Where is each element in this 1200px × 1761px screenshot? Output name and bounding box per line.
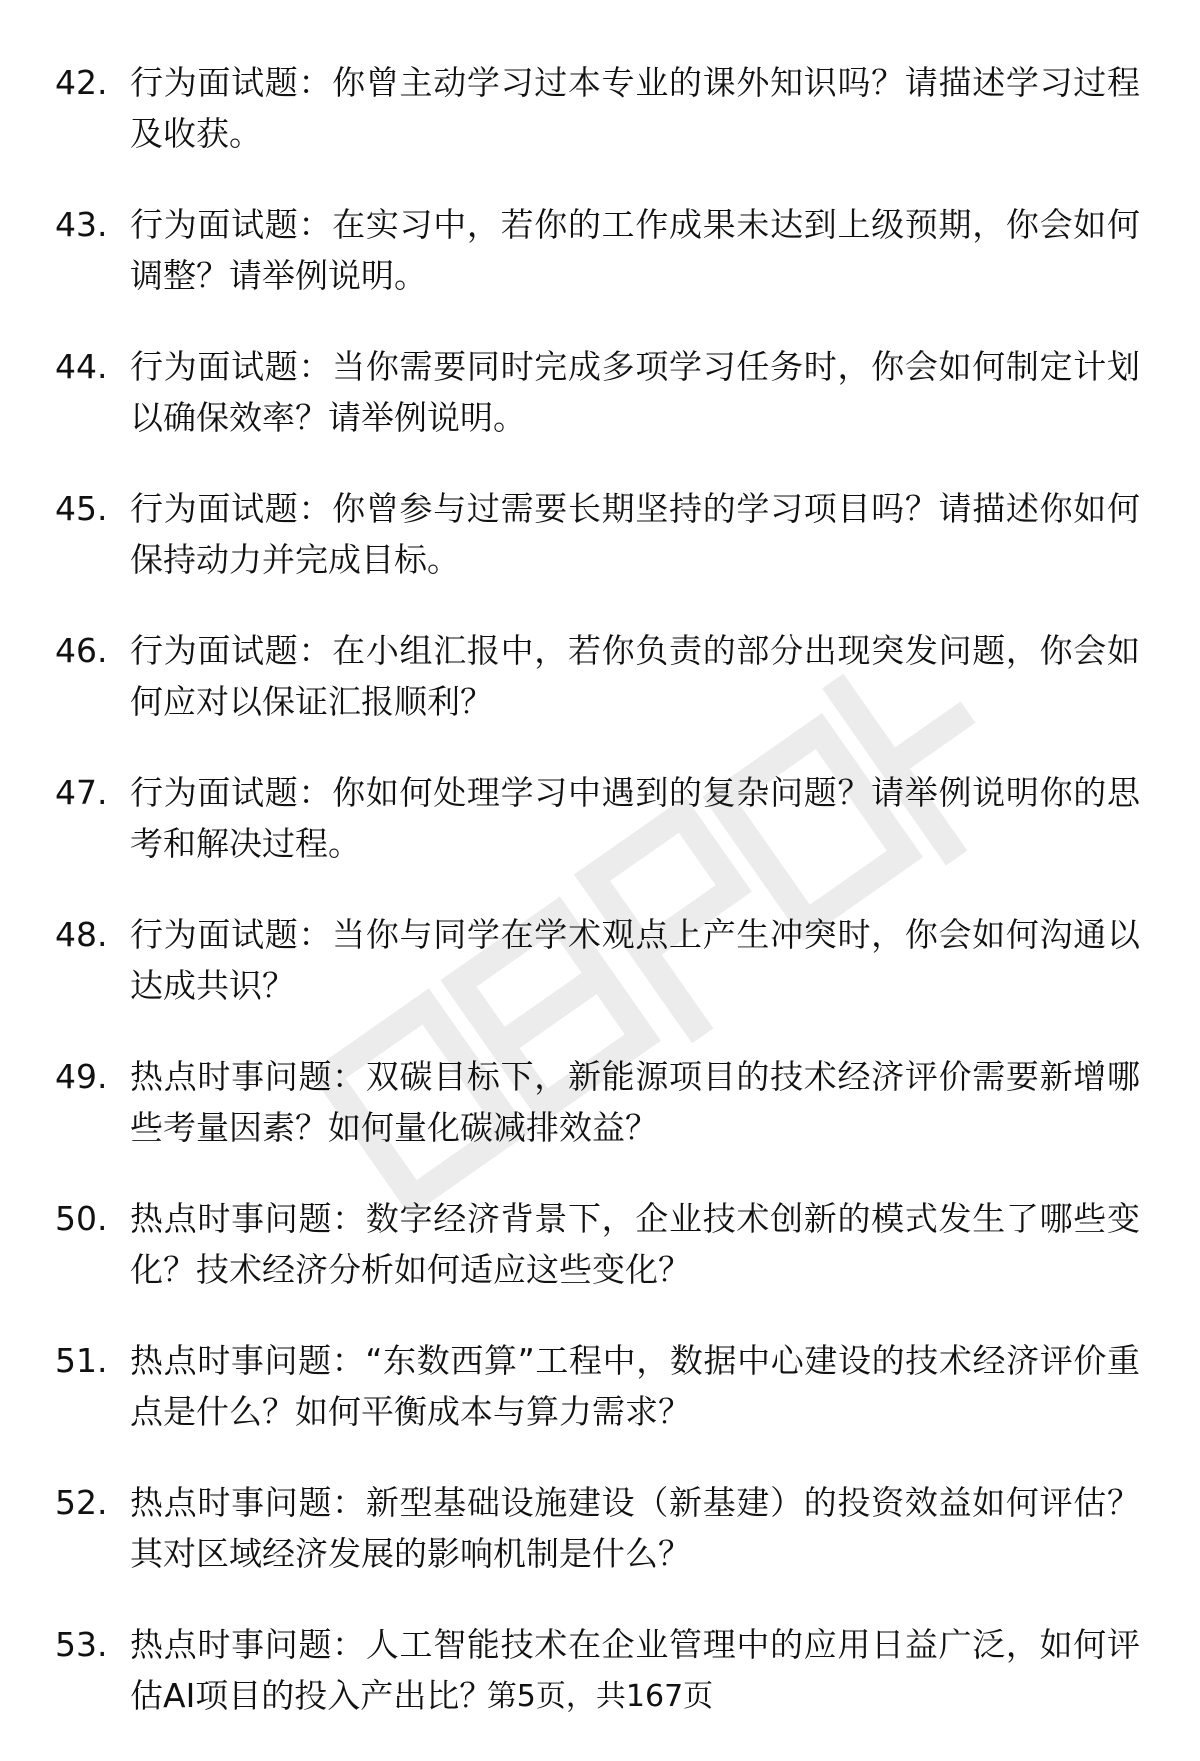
list-item (55, 909, 1155, 1011)
question-number: 43. (55, 205, 108, 244)
question-number: 42. (55, 63, 108, 102)
question-list (55, 57, 1155, 1761)
question-text: 热点时事问题：双碳目标下，新能源项目的技术经济评价需要新增哪些考量因素？如何量化碳减排效益？ (130, 1057, 1140, 1147)
question-number: 47. (55, 773, 108, 812)
list-item (55, 483, 1155, 585)
list-item (55, 57, 1155, 159)
list-item (55, 1477, 1155, 1579)
question-text: 行为面试题：当你与同学在学术观点上产生冲突时，你会如何沟通以达成共识？ (130, 915, 1140, 1005)
list-item (55, 1335, 1155, 1437)
question-number: 49. (55, 1057, 108, 1096)
question-text: 行为面试题：在小组汇报中，若你负责的部分出现突发问题，你会如何应对以保证汇报顺利？ (130, 631, 1140, 721)
question-number: 48. (55, 915, 108, 954)
question-number: 51. (55, 1341, 108, 1380)
list-item (55, 199, 1155, 301)
list-item (55, 1051, 1155, 1153)
page-number-footer: 第5页，共167页 (486, 1679, 714, 1714)
list-item (55, 625, 1155, 727)
question-text: 热点时事问题：数字经济背景下，企业技术创新的模式发生了哪些变化？技术经济分析如何适应这些变化？ (130, 1199, 1140, 1289)
question-text: 行为面试题：在实习中，若你的工作成果未达到上级预期，你会如何调整？请举例说明。 (130, 205, 1140, 295)
question-number: 46. (55, 631, 108, 670)
question-number: 45. (55, 489, 108, 528)
question-text: 热点时事问题：“东数西算”工程中，数据中心建设的技术经济评价重点是什么？如何平衡成本与算力需求？ (130, 1341, 1140, 1431)
question-text: 热点时事问题：人工智能技术在企业管理中的应用日益广泛，如何评估AI项目的投入产出比？ (130, 1625, 1140, 1715)
list-item (55, 341, 1155, 443)
question-text: 热点时事问题：新型基础设施建设（新基建）的投资效益如何评估？其对区域经济发展的影响机制是什么？ (130, 1483, 1140, 1573)
question-number: 52. (55, 1483, 108, 1522)
list-item (55, 767, 1155, 869)
question-text: 行为面试题：当你需要同时完成多项学习任务时，你会如何制定计划以确保效率？请举例说明。 (130, 347, 1140, 437)
question-text: 行为面试题：你曾参与过需要长期坚持的学习项目吗？请描述你如何保持动力并完成目标。 (130, 489, 1140, 579)
question-number: 44. (55, 347, 108, 386)
question-number: 53. (55, 1625, 108, 1664)
list-item (55, 1193, 1155, 1295)
question-text: 行为面试题：你曾主动学习过本专业的课外知识吗？请描述学习过程及收获。 (130, 63, 1140, 153)
question-number: 50. (55, 1199, 108, 1238)
question-text: 行为面试题：你如何处理学习中遇到的复杂问题？请举例说明你的思考和解决过程。 (130, 773, 1140, 863)
